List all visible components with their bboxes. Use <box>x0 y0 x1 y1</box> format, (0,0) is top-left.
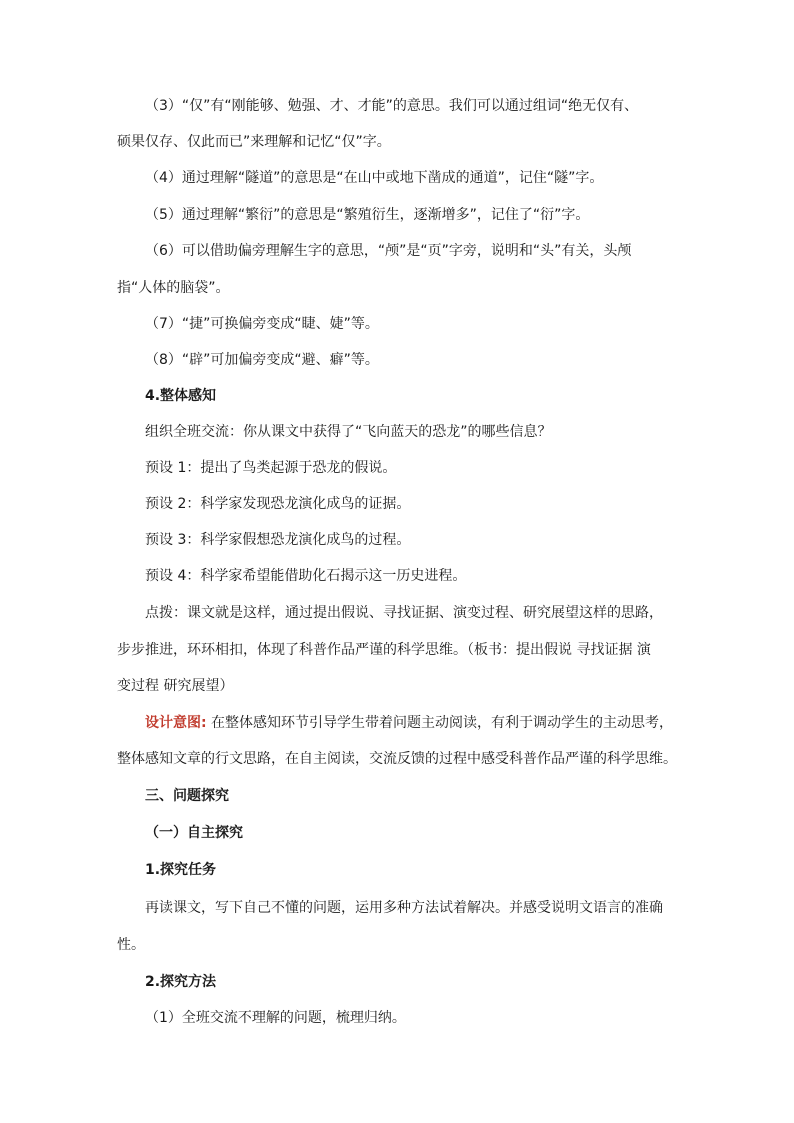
paragraph-item-7: （7）“捷”可换偏旁变成“睫、婕”等。 <box>145 316 379 332</box>
paragraph-item-3-line-2: 硕果仅存、仅此而已”来理解和记忆“仅”字。 <box>117 134 391 150</box>
design-intent-line-2: 整体感知文章的行文思路，在自主阅读，交流反馈的过程中感受科普作品严谨的科学思维。 <box>117 751 677 767</box>
tip-line-1: 点拨：课文就是这样，通过提出假说、寻找证据、演变过程、研究展望这样的思路， <box>145 605 663 621</box>
preset-2: 预设 2：科学家发现恐龙演化成鸟的证据。 <box>145 496 411 512</box>
task-line-2: 性。 <box>117 937 145 953</box>
design-intent-label: 设计意图: <box>145 715 207 731</box>
paragraph-item-8: （8）“辟”可加偏旁变成“避、癖”等。 <box>145 352 379 368</box>
task-heading: 1.探究任务 <box>145 862 217 878</box>
paragraph-item-6-line-1: （6）可以借助偏旁理解生字的意思，“颅”是“页”字旁，说明和“头”有关，头颅 <box>145 243 632 259</box>
paragraph-item-5: （5）通过理解“繁衍”的意思是“繁殖衍生，逐渐增多”，记住了“衍”字。 <box>145 207 590 223</box>
paragraph-item-4: （4）通过理解“隧道”的意思是“在山中或地下凿成的通道”，记住“隧”字。 <box>145 170 604 186</box>
task-line-1: 再读课文，写下自己不懂的问题，运用多种方法试着解决。并感受说明文语言的准确 <box>145 900 663 916</box>
preset-1: 预设 1：提出了鸟类起源于恐龙的假说。 <box>145 460 397 476</box>
paragraph-item-3-line-1: （3）“仅”有“刚能够、勉强、才、才能”的意思。我们可以通过组词“绝无仅有、 <box>145 98 639 114</box>
design-intent-line-1 <box>145 713 794 733</box>
paragraph-item-6-line-2: 指“人体的脑袋”。 <box>117 280 230 296</box>
part-3-heading: 三、问题探究 <box>145 788 229 804</box>
tip-line-3: 变过程 研究展望） <box>117 678 234 694</box>
subsection-1-heading: （一）自主探究 <box>145 825 243 841</box>
method-item-1: （1）全班交流不理解的问题，梳理归纳。 <box>145 1010 406 1026</box>
method-heading: 2.探究方法 <box>145 974 217 990</box>
preset-4: 预设 4：科学家希望能借助化石揭示这一历史进程。 <box>145 568 467 584</box>
section-4-heading: 4.整体感知 <box>145 388 217 404</box>
section-4-prompt: 组织全班交流：你从课文中获得了“飞向蓝天的恐龙”的哪些信息？ <box>145 424 552 440</box>
design-intent-text: 在整体感知环节引导学生带着问题主动阅读，有利于调动学生的主动思考， <box>206 715 674 731</box>
preset-3: 预设 3：科学家假想恐龙演化成鸟的过程。 <box>145 532 411 548</box>
tip-line-2: 步步推进，环环相扣，体现了科普作品严谨的科学思维。（板书：提出假说 寻找证据 演 <box>117 642 651 658</box>
